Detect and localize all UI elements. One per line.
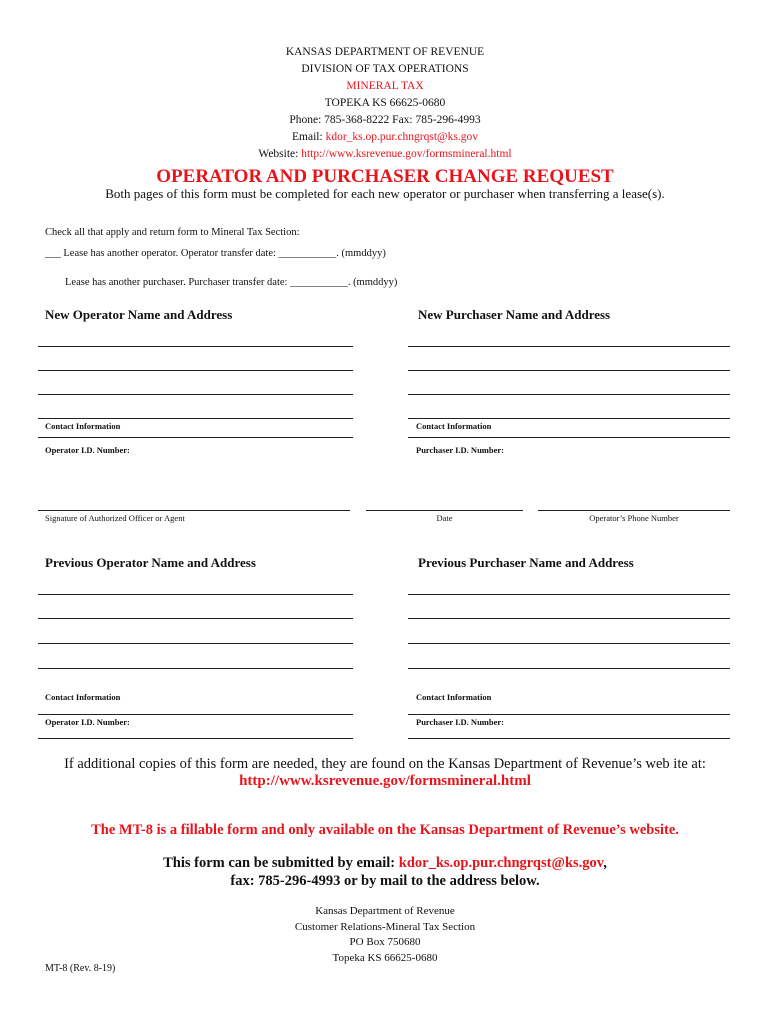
purchaser-transfer-line[interactable]: Lease has another purchaser. Purchaser transfer date: ___________. (mmddyy) <box>65 277 398 288</box>
additional-copies-text: If additional copies of this form are needed, they are found on the Kansas Department of Revenue’s web ite at: <box>64 756 706 772</box>
new-purchaser-address-line[interactable] <box>408 394 730 395</box>
new-purchaser-heading: New Purchaser Name and Address <box>418 307 611 322</box>
new-purchaser-address-line[interactable] <box>408 346 730 347</box>
new-purchaser-address-line[interactable] <box>408 418 730 419</box>
new-purchaser-contact-line[interactable] <box>408 437 730 438</box>
previous-operator-address-line[interactable] <box>38 618 353 619</box>
submit-fax-mail-line: fax: 785-296-4993 or by mail to the address below. <box>230 873 540 889</box>
submit-email-row <box>0 855 770 872</box>
previous-purchaser-contact-line[interactable] <box>408 714 730 715</box>
submit-comma: , <box>603 855 607 871</box>
form-subtitle: Both pages of this form must be completed for each new operator or purchaser when transferring a lease(s). <box>105 186 665 201</box>
forms-url-link[interactable]: http://www.ksrevenue.gov/formsmineral.html <box>239 773 531 789</box>
address-line: Customer Relations-Mineral Tax Section <box>294 920 476 933</box>
operator-transfer-line[interactable]: ___ Lease has another operator. Operator transfer date: ___________. (mmddyy) <box>45 248 386 259</box>
operator-phone-label: Operator’s Phone Number <box>589 513 679 523</box>
agency-phone-fax: Phone: 785-368-8222 Fax: 785-296-4993 <box>289 114 481 126</box>
new-operator-contact-line[interactable] <box>38 437 353 438</box>
submit-prefix: This form can be submitted by email: <box>163 855 399 871</box>
fillable-notice: The MT-8 is a fillable form and only available on the Kansas Department of Revenue’s website. <box>91 822 679 838</box>
date-label: Date <box>436 513 453 523</box>
previous-purchaser-heading: Previous Purchaser Name and Address <box>418 555 634 570</box>
email-label: Email: <box>292 131 326 143</box>
previous-operator-heading: Previous Operator Name and Address <box>45 555 256 570</box>
previous-purchaser-address-line[interactable] <box>408 668 730 669</box>
date-line[interactable] <box>366 510 523 511</box>
previous-operator-address-line[interactable] <box>38 594 353 595</box>
agency-city: TOPEKA KS 66625-0680 <box>324 97 446 109</box>
division-name: DIVISION OF TAX OPERATIONS <box>301 63 469 75</box>
form-id: MT-8 (Rev. 8-19) <box>45 963 116 974</box>
previous-purchaser-address-line[interactable] <box>408 618 730 619</box>
previous-operator-address-line[interactable] <box>38 643 353 644</box>
previous-purchaser-contact-label: Contact Information <box>416 692 492 702</box>
new-operator-address-line[interactable] <box>38 418 353 419</box>
new-operator-address-line[interactable] <box>38 370 353 371</box>
agency-name: KANSAS DEPARTMENT OF REVENUE <box>285 46 485 58</box>
previous-operator-contact-line[interactable] <box>38 714 353 715</box>
new-purchaser-address-line[interactable] <box>408 370 730 371</box>
new-operator-id-label: Operator I.D. Number: <box>45 445 130 455</box>
new-operator-address-line[interactable] <box>38 394 353 395</box>
new-operator-contact-label: Contact Information <box>45 421 121 431</box>
previous-purchaser-address-line[interactable] <box>408 643 730 644</box>
new-operator-address-line[interactable] <box>38 346 353 347</box>
previous-purchaser-address-line[interactable] <box>408 594 730 595</box>
previous-operator-id-label: Operator I.D. Number: <box>45 717 130 727</box>
address-line: Kansas Department of Revenue <box>315 905 455 917</box>
submit-email-link[interactable]: kdor_ks.op.pur.chngrqst@ks.gov <box>398 855 604 871</box>
new-purchaser-id-label: Purchaser I.D. Number: <box>416 445 504 455</box>
agency-email-row <box>0 129 770 146</box>
previous-operator-id-line[interactable] <box>38 738 353 739</box>
website-label: Website: <box>258 148 302 160</box>
previous-purchaser-id-label: Purchaser I.D. Number: <box>416 717 504 727</box>
agency-email-link[interactable]: kdor_ks.op.pur.chngrqst@ks.gov <box>325 131 478 143</box>
signature-label: Signature of Authorized Officer or Agent <box>45 513 185 523</box>
agency-header <box>0 44 770 163</box>
previous-operator-contact-label: Contact Information <box>45 692 121 702</box>
agency-website-row <box>0 146 770 163</box>
signature-line[interactable] <box>38 510 350 511</box>
previous-purchaser-id-line[interactable] <box>408 738 730 739</box>
address-line: Topeka KS 66625-0680 <box>332 951 438 964</box>
form-title: OPERATOR AND PURCHASER CHANGE REQUEST <box>156 166 614 187</box>
agency-website-link[interactable]: http://www.ksrevenue.gov/formsmineral.html <box>301 148 512 160</box>
section-name: MINERAL TAX <box>346 80 424 92</box>
address-line: PO Box 750680 <box>349 936 421 948</box>
phone-line[interactable] <box>538 510 730 511</box>
new-purchaser-contact-label: Contact Information <box>416 421 492 431</box>
previous-operator-address-line[interactable] <box>38 668 353 669</box>
mailing-address <box>0 904 770 966</box>
check-all-instruction: Check all that apply and return form to Mineral Tax Section: <box>45 227 300 238</box>
new-operator-heading: New Operator Name and Address <box>45 307 233 322</box>
